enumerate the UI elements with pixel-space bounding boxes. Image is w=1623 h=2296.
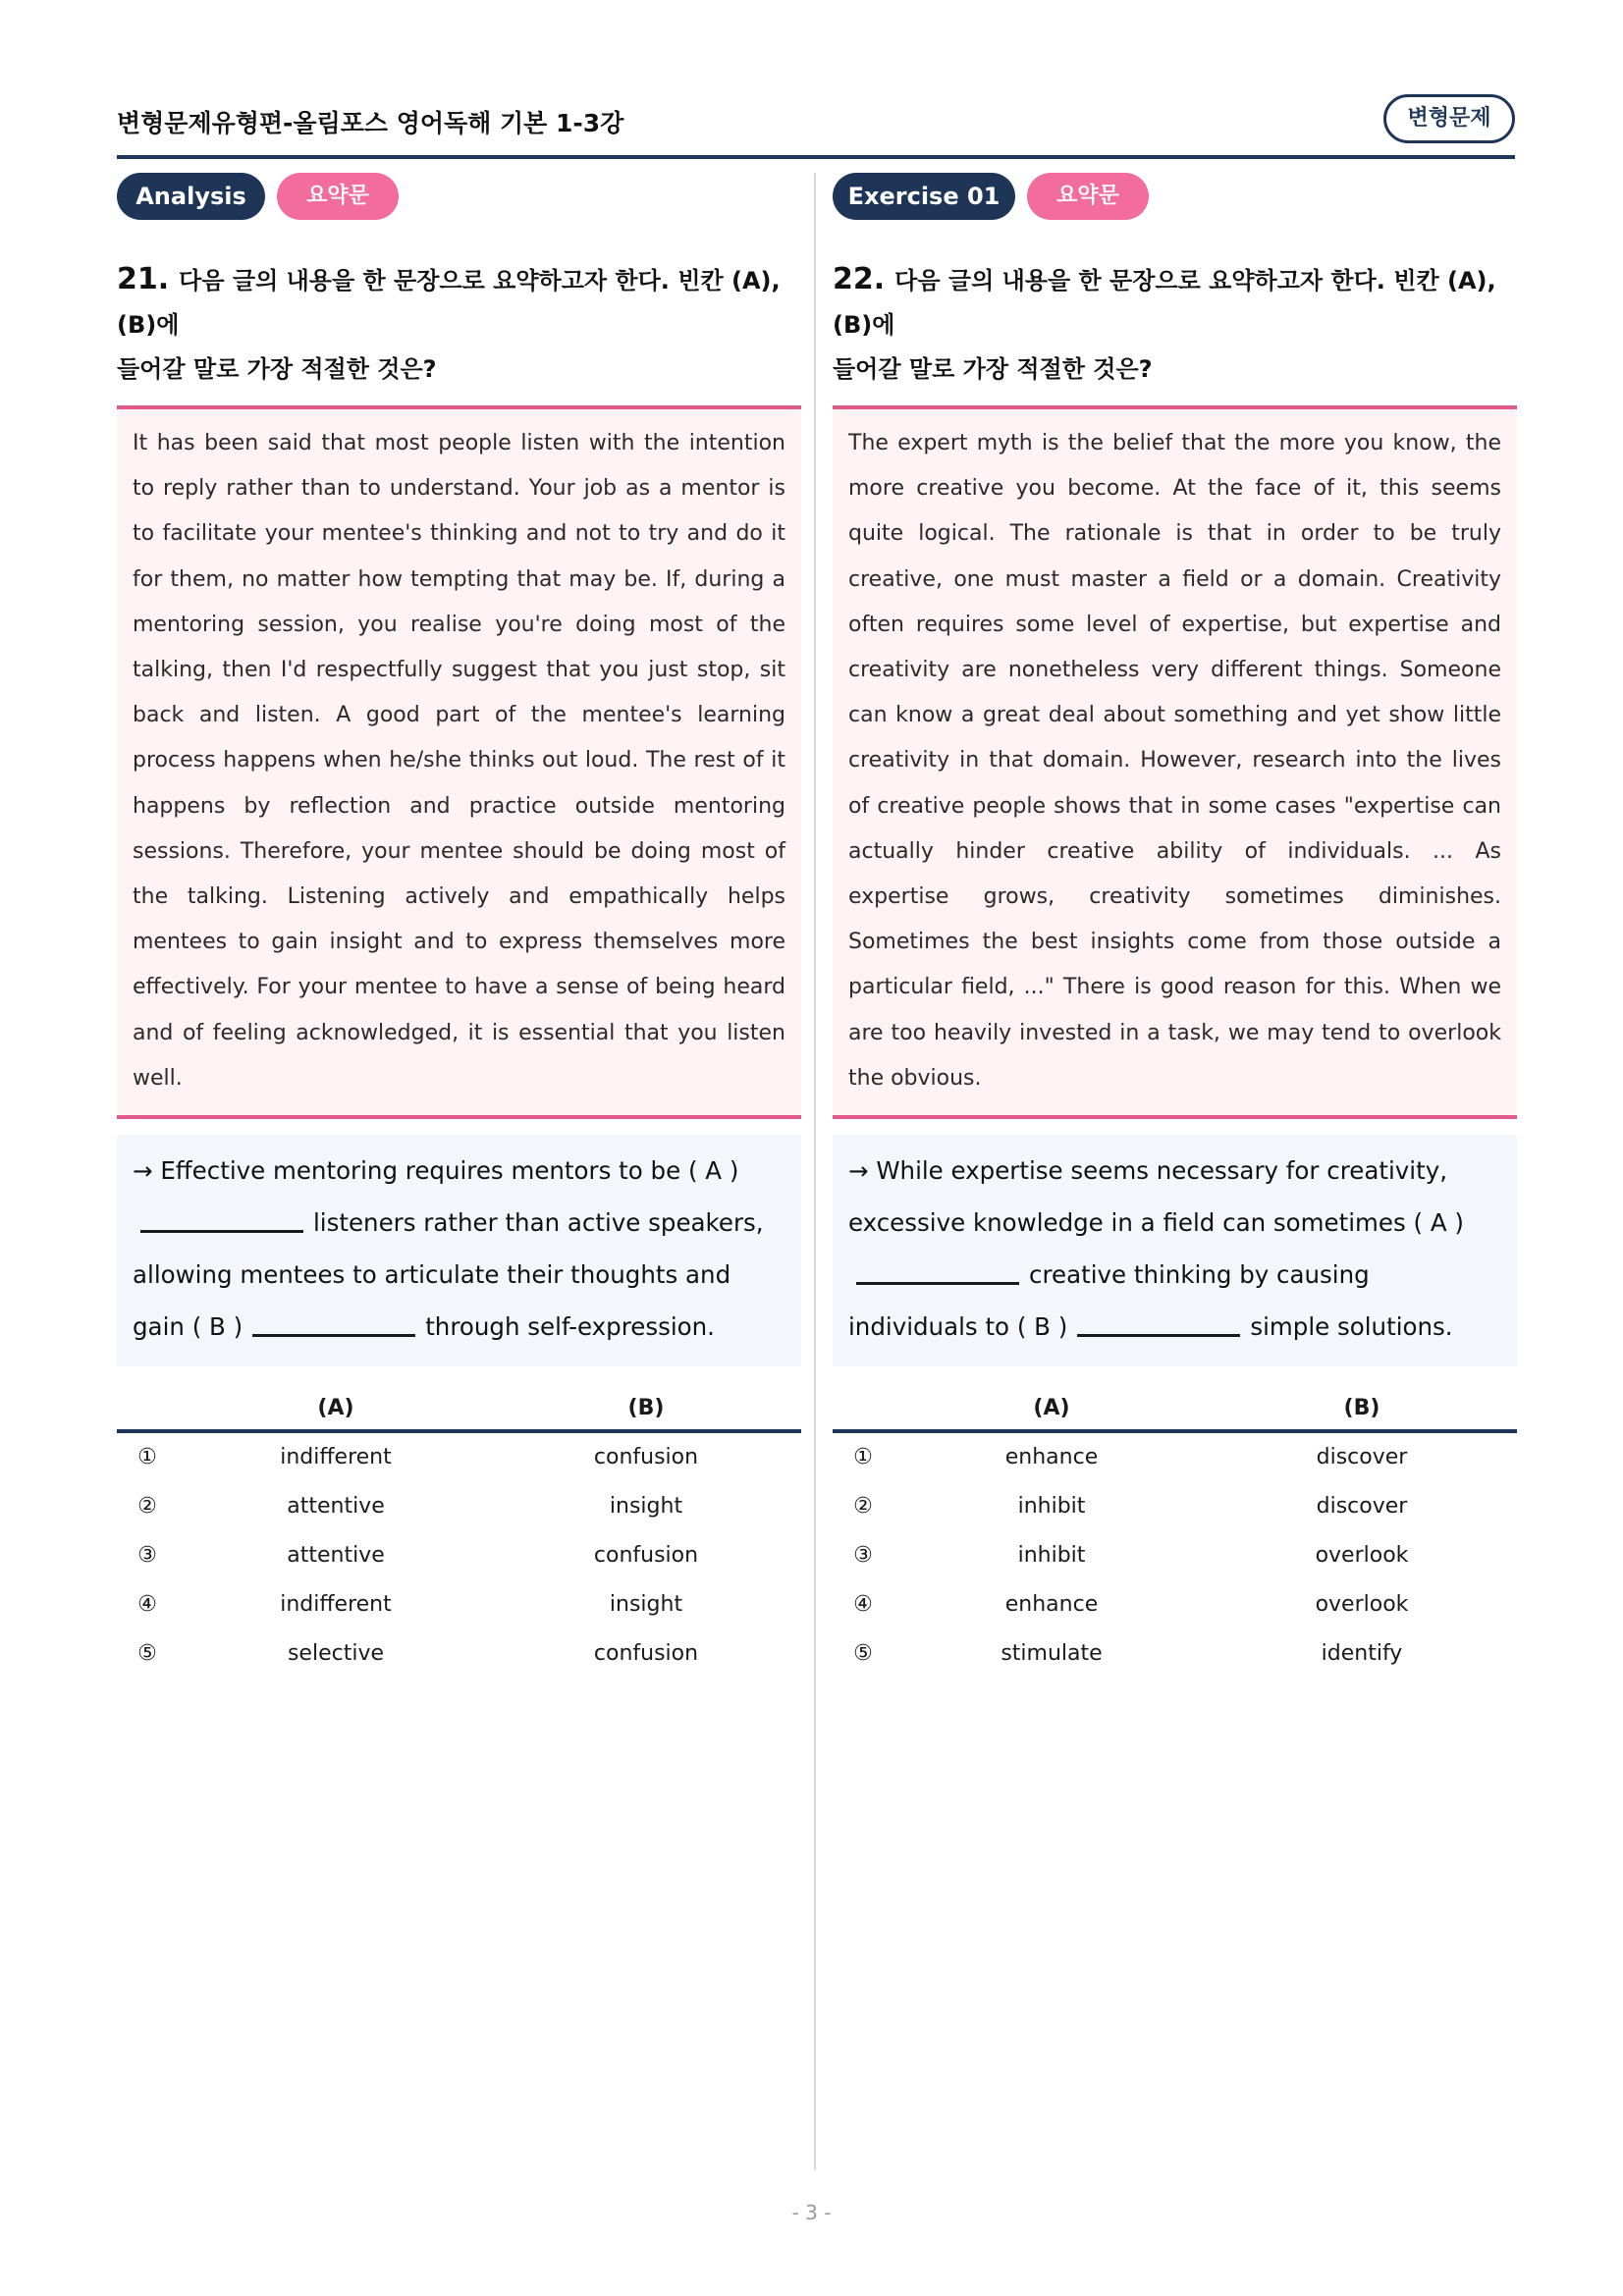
- choice-b: overlook: [1315, 1543, 1409, 1569]
- choices-header-b: (B): [1343, 1396, 1380, 1421]
- choice-row[interactable]: [117, 1482, 801, 1531]
- choice-number: ③: [137, 1543, 157, 1569]
- summary-text-1: → While expertise seems necessary for creativity, excessive knowledge in a field can sometimes ( A ): [848, 1156, 1464, 1238]
- choices-header-a: (A): [317, 1396, 354, 1421]
- tag-summary: 요약문: [277, 173, 399, 220]
- choice-b: identify: [1321, 1641, 1403, 1667]
- tag-summary: 요약문: [1027, 173, 1149, 220]
- summary-text-3: through self-expression.: [425, 1312, 715, 1342]
- choice-b: insight: [609, 1494, 683, 1520]
- summary-box-21: [117, 1135, 801, 1366]
- summary-text-2: creative thinking by causing individuals to ( B ): [848, 1260, 1370, 1342]
- blank-b: [1077, 1320, 1240, 1337]
- choice-b: discover: [1316, 1445, 1408, 1470]
- choices-22: [833, 1390, 1517, 1679]
- choice-a: indifferent: [280, 1445, 392, 1470]
- choice-row[interactable]: [117, 1531, 801, 1580]
- choice-row[interactable]: [117, 1433, 801, 1482]
- choice-a: selective: [287, 1641, 385, 1667]
- choice-row[interactable]: [833, 1629, 1517, 1679]
- choices-header: [833, 1390, 1517, 1429]
- passage-22: The expert myth is the belief that the more you know, the more creative you become. At the face of it, this seems quite logical. The rationale is that in order to be truly creative, one must master a field or a domain. Creativity often requires some level of expertise, but expertise and creativity are nonetheless very different things. Someone can know a great deal about something and yet show little creativity in that domain. However, research into the lives of creative people shows that in some cases "expertise can actually hinder creative ability of individuals. ... As expertise grows, creativity sometimes diminishes. Sometimes the best insights come from those outside a particular field, ..." There is good reason for this. When we are too heavily invested in a task, we may tend to overlook the obvious.: [833, 409, 1517, 1115]
- choice-b: confusion: [593, 1445, 699, 1470]
- choices-21: [117, 1390, 801, 1679]
- blank-b: [252, 1320, 415, 1337]
- tag-analysis: Analysis: [117, 173, 265, 220]
- blank-a: [140, 1216, 303, 1233]
- blank-a: [856, 1268, 1019, 1285]
- question-text-line1: 다음 글의 내용을 한 문장으로 요약하고자 한다. 빈칸 (A), (B)에: [117, 267, 781, 339]
- question-number: 21.: [117, 262, 170, 296]
- question-22: [833, 257, 1517, 392]
- summary-text-1: → Effective mentoring requires mentors to be ( A ): [133, 1156, 739, 1186]
- choice-number: ②: [853, 1494, 873, 1520]
- choice-number: ④: [853, 1592, 873, 1618]
- choice-a: enhance: [1004, 1592, 1099, 1618]
- choice-b: insight: [609, 1592, 683, 1618]
- question-text-line1: 다음 글의 내용을 한 문장으로 요약하고자 한다. 빈칸 (A), (B)에: [833, 267, 1496, 339]
- choice-b: confusion: [593, 1641, 699, 1667]
- choice-row[interactable]: [833, 1531, 1517, 1580]
- choice-number: ①: [853, 1445, 873, 1470]
- summary-text-2: listeners rather than active speakers, allowing mentees to articulate their thoughts and gain ( B ): [133, 1208, 764, 1342]
- choices-header-b: (B): [627, 1396, 665, 1421]
- page-header: [117, 94, 1515, 155]
- header-title: 변형문제유형편-올림포스 영어독해 기본 1-3강: [117, 109, 624, 137]
- choice-a: attentive: [287, 1543, 385, 1569]
- left-column: [117, 173, 801, 1679]
- choices-header: [117, 1390, 801, 1429]
- choice-a: indifferent: [280, 1592, 392, 1618]
- choice-a: enhance: [1004, 1445, 1099, 1470]
- choice-a: attentive: [287, 1494, 385, 1520]
- question-21: [117, 257, 801, 392]
- choice-number: ②: [137, 1494, 157, 1520]
- right-tags: [833, 173, 1517, 222]
- choices-header-a: (A): [1033, 1396, 1070, 1421]
- summary-box-22: [833, 1135, 1517, 1366]
- choice-row[interactable]: [833, 1433, 1517, 1482]
- left-tags: [117, 173, 801, 222]
- choice-number: ③: [853, 1543, 873, 1569]
- choice-number: ⑤: [853, 1641, 873, 1667]
- choice-row[interactable]: [117, 1629, 801, 1679]
- summary-text-3: simple solutions.: [1250, 1312, 1453, 1342]
- header-badge: 변형문제: [1383, 94, 1515, 143]
- choice-row[interactable]: [833, 1482, 1517, 1531]
- choice-number: ①: [137, 1445, 157, 1470]
- question-text-line2: 들어갈 말로 가장 적절한 것은?: [117, 355, 437, 383]
- choice-b: confusion: [593, 1543, 699, 1569]
- choice-row[interactable]: [833, 1580, 1517, 1629]
- choice-number: ⑤: [137, 1641, 157, 1667]
- header-rule: [117, 155, 1515, 159]
- passage-bottom-rule: [117, 1115, 801, 1119]
- choice-b: discover: [1316, 1494, 1408, 1520]
- choice-a: stimulate: [1001, 1641, 1103, 1667]
- passage-21: It has been said that most people listen with the intention to reply rather than to understand. Your job as a mentor is to facilitate your mentee's thinking and not to try and do it for them, no matter how tempting that may be. If, during a mentoring session, you realise you're doing most of the talking, then I'd respectfully suggest that you just stop, sit back and listen. A good part of the mentee's learning process happens when he/she thinks out loud. The rest of it happens by reflection and practice outside mentoring sessions. Therefore, your mentee should be doing most of the talking. Listening actively and empathically helps mentees to gain insight and to express themselves more effectively. For your mentee to have a sense of being heard and of feeling acknowledged, it is essential that you listen well.: [117, 409, 801, 1115]
- column-divider: [814, 173, 816, 2170]
- question-number: 22.: [833, 262, 886, 296]
- page-number: - 3 -: [791, 2201, 832, 2224]
- passage-bottom-rule: [833, 1115, 1517, 1119]
- question-text-line2: 들어갈 말로 가장 적절한 것은?: [833, 355, 1153, 383]
- choice-a: inhibit: [1017, 1543, 1086, 1569]
- choice-b: overlook: [1315, 1592, 1409, 1618]
- choice-number: ④: [137, 1592, 157, 1618]
- choice-row[interactable]: [117, 1580, 801, 1629]
- right-column: [833, 173, 1517, 1679]
- choice-a: inhibit: [1017, 1494, 1086, 1520]
- tag-exercise: Exercise 01: [833, 173, 1015, 220]
